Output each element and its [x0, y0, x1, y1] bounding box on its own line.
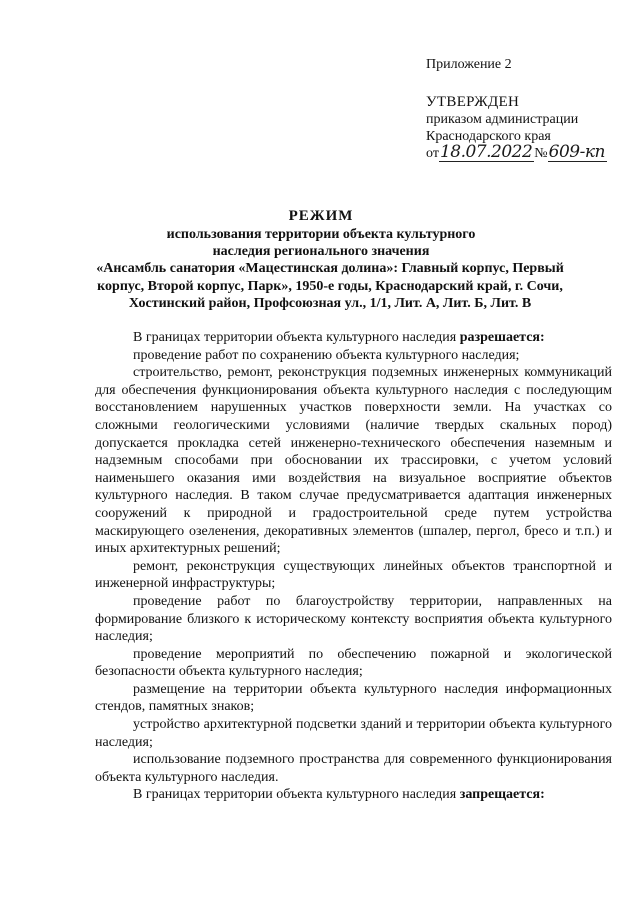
- allowed-keyword: разрешается:: [459, 330, 545, 345]
- paragraph-stands: размещение на территории объекта культурного наследия информационных стендов, памятных знаков;: [95, 681, 612, 715]
- title-line-2: наследия регионального значения: [212, 244, 430, 259]
- from-prefix: от: [426, 146, 439, 161]
- paragraph-lighting: устройство архитектурной подсветки зданий и территории объекта культурного наследия;: [95, 717, 612, 750]
- title-line-1: использования территории объекта культурного: [166, 227, 476, 242]
- approval-stamp-block: [426, 56, 607, 162]
- appendix-label: Приложение 2: [426, 57, 512, 72]
- paragraph-preservation: проведение работ по сохранению объекта культурного наследия;: [133, 347, 520, 363]
- order-date-number-line: [426, 142, 607, 162]
- handwritten-date-field: [439, 142, 534, 162]
- approved-heading: УТВЕРЖДЕН: [426, 94, 520, 110]
- paragraph-landscaping: проведение работ по благоустройству территории, направленных на формирование близкого к историческому контексту восприятия объекта культурного наследия;: [95, 593, 612, 645]
- paragraph-engineering: строительство, ремонт, реконструкция подземных инженерных коммуникаций для обеспечения функционирования объекта культурного наследия с последующим восстановлением нарушенных участков поверхности земли. На участках со сложными геологическими условиями (наличие твердых скальных пород) допускается прокладка сетей инженерно-технического обеспечения наземным и надземным способами при обосновании их трассировки, с учетом условий наименьшего оказания ими воздействия на визуальное восприятие объектов культурного наследия. В таком случае предусматривается адаптация инженерных сооружений к природной и градостроительной среде путем устройства маскирующего озеленения, декоративных элементов (шпалер, пергол, бресо и т.п.) и иных архитектурных решений;: [95, 365, 612, 557]
- paragraph-underground: использование подземного пространства для современного функционирования объекта культурного наследия.: [95, 752, 612, 785]
- document-title: РЕЖИМ: [288, 208, 354, 224]
- number-prefix: №: [534, 146, 548, 161]
- title-line-5: Хостинский район, Профсоюзная ул., 1/1, Лит. А, Лит. Б, Лит. В: [128, 296, 532, 311]
- title-line-4: корпус, Второй корпус, Парк», 1950-е годы, Краснодарский край, г. Сочи,: [97, 278, 563, 294]
- paragraph-infrastructure: ремонт, реконструкция существующих линейных объектов транспортной и инженерной инфраструктуры;: [95, 558, 612, 592]
- paragraph-allowed-heading: [95, 329, 612, 347]
- handwritten-number: 609-кп: [548, 142, 605, 162]
- order-line-2: Краснодарского края: [426, 129, 551, 144]
- handwritten-date: 18.07.2022: [439, 142, 533, 162]
- title-line-3: «Ансамбль санатория «Мацестинская долина»: Главный корпус, Первый: [96, 261, 564, 276]
- forbidden-keyword: запрещается:: [459, 787, 545, 803]
- paragraph-forbidden-heading: [95, 786, 612, 804]
- order-line-1: приказом администрации: [426, 112, 579, 127]
- allowed-heading-text: В границах территории объекта культурного наследия: [133, 330, 460, 345]
- paragraph-safety: проведение мероприятий по обеспечению пожарной и экологической безопасности объекта культурного наследия;: [95, 646, 612, 680]
- forbidden-heading-text: В границах территории объекта культурного наследия: [133, 787, 460, 803]
- document-body: [95, 329, 612, 804]
- object-name-block: [60, 260, 600, 313]
- handwritten-number-field: [548, 142, 607, 162]
- document-title-block: [96, 206, 546, 260]
